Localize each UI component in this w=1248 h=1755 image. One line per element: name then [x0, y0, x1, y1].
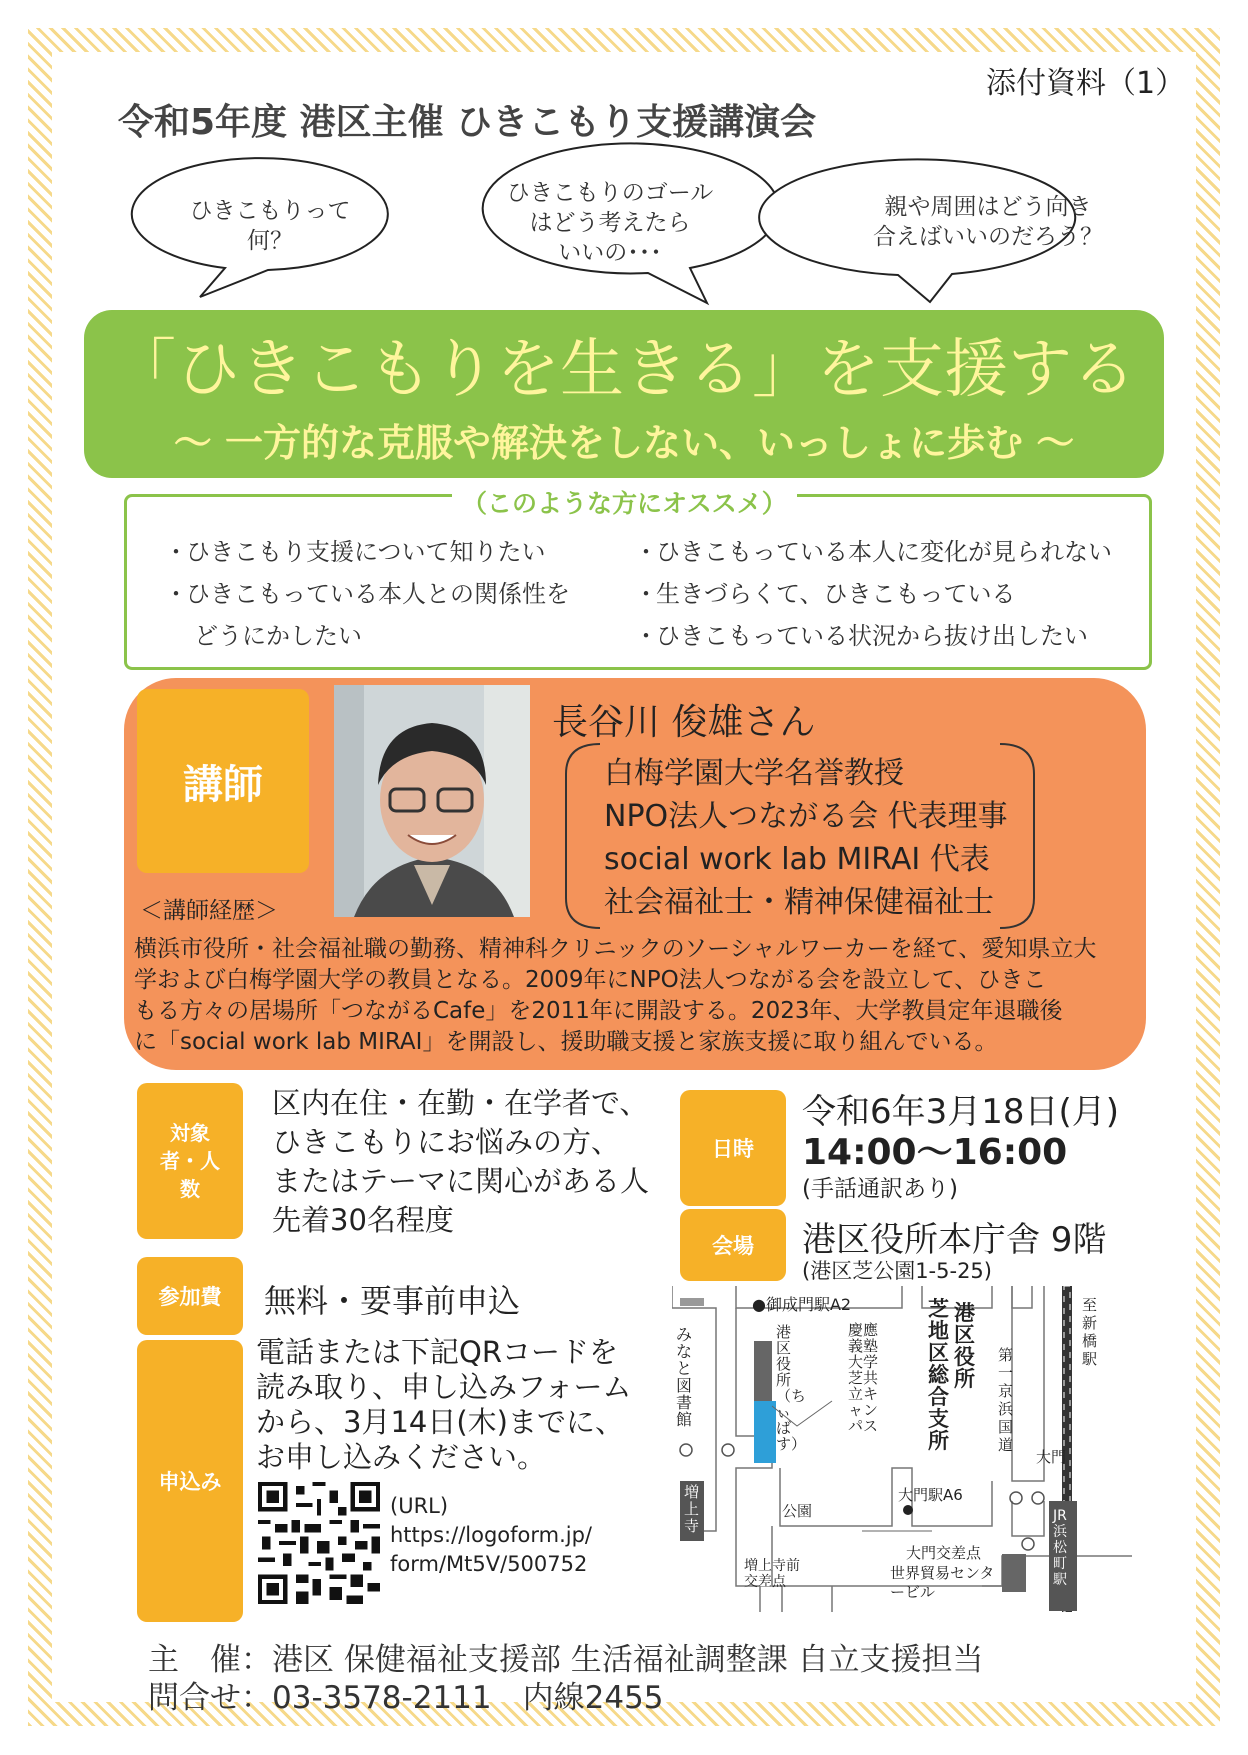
lecturer-title-3: social work lab MIRAI 代表 — [604, 842, 990, 877]
recommend-item: ・生きづらくて、ひきこもっている — [634, 580, 1016, 608]
map-branch: 芝地区総合支所 — [928, 1297, 949, 1453]
map-to-shinbashi: 至新橋駅 — [1082, 1296, 1098, 1368]
lecturer-title-2: NPO法人つながる会 代表理事 — [604, 799, 1008, 834]
recommend-item: ・ひきこもっている本人に変化が見られない — [634, 538, 1112, 566]
access-map — [672, 1286, 1140, 1612]
map-park: 公園 — [782, 1502, 813, 1520]
recommend-item: ・ひきこもっている本人との関係性を — [164, 580, 570, 608]
datetime-time: 14:00～16:00 — [802, 1132, 1068, 1173]
subtitle: ～ 一方的な克服や解決をしない、いっしょに歩む ～ — [173, 421, 1075, 465]
map-zojoji: 増上寺 — [684, 1483, 700, 1535]
map-onarimon: ●御成門駅A2 — [752, 1295, 852, 1314]
map-keio: 慶應義塾大学芝共立キャンパス — [848, 1321, 879, 1435]
datetime-label: 日時 — [680, 1090, 786, 1206]
lecturer-title-1: 白梅学園大学名誉教授 — [604, 756, 904, 791]
map-zojoji-crossing: 増上寺前交差点 — [744, 1558, 800, 1590]
recommend-item: ・ひきこもり支援について知りたい — [164, 538, 546, 566]
apply-text: 電話または下記QRコードを 読み取り、申し込みフォーム から、3月14日(木)までに、 お申し込みください。 — [256, 1335, 632, 1474]
map-library: みなと図書館 — [676, 1325, 693, 1429]
speech-bubbles — [0, 0, 1248, 320]
qr-code[interactable] — [258, 1482, 380, 1604]
map-daimon-crossing: 大門交差点 — [906, 1544, 982, 1562]
venue-label: 会場 — [680, 1209, 786, 1281]
apply-url[interactable]: (URL) https://logoform.jp/ form/Mt5V/500752 — [390, 1494, 593, 1576]
venue-address: (港区芝公園1-5-25) — [802, 1259, 992, 1283]
fee-text: 無料・要事前申込 — [264, 1282, 521, 1320]
lecturer-name: 長谷川 俊雄さん — [552, 702, 816, 743]
map-minato-office: 港区役所 — [954, 1301, 975, 1391]
attachment-label: 添付資料（1） — [986, 66, 1186, 101]
target-label: 対象者・人数 — [137, 1083, 243, 1239]
main-title: 「ひきこもりを生きる」を支援する — [112, 333, 1136, 407]
career-text: 横浜市役所・社会福祉職の勤務、精神科クリニックのソーシャルワーカーを経て、愛知県立大 学および白梅学園大学の教員となる。2009年にNPO法人つながる会を設立して、ひきこ もる方々の居場所「つながるCafe」を2011年に開設する。2023年、大学教員定年退職後 に「social work lab MIRAI」を開設し、援助職支援と家族支援に取り組んでいる。 — [134, 936, 1097, 1055]
datetime-date: 令和6年3月18日(月) — [802, 1092, 1120, 1132]
fee-label: 参加費 — [137, 1257, 243, 1335]
lecturer-label: 講師 — [137, 689, 309, 873]
footer-contact: 問合せ：03-3578-2111 内線2455 — [148, 1680, 664, 1716]
recommend-item: ・ひきこもっている状況から抜け出したい — [634, 622, 1088, 650]
recommend-item-cont: どうにかしたい — [194, 622, 362, 650]
map-cityhall: 港区役所（ちぃばす） — [776, 1323, 807, 1453]
target-text: 区内在住・在勤・在学者で、 ひきこもりにお悩みの方、 またはテーマに関心がある人 先着30名程度 — [272, 1086, 650, 1237]
event-title: 令和5年度 港区主催 ひきこもり支援講演会 — [118, 102, 817, 143]
lecturer-titles — [604, 752, 1008, 924]
lecturer-photo — [334, 685, 530, 917]
map-daimon: 大門 — [1036, 1448, 1067, 1466]
map-route: 第一京浜国道 — [998, 1346, 1014, 1454]
recommend-heading: （このような方にオススメ） — [452, 484, 797, 520]
bubble-3: 親や周囲はどう向き 合えばいいのだろう？ — [873, 194, 1103, 250]
map-wtc: 世界貿易センタービル — [890, 1564, 995, 1601]
lecturer-title-4: 社会福祉士・精神保健福祉士 — [604, 885, 994, 920]
map-daimon-a6: 大門駅A6 — [898, 1486, 963, 1504]
footer-organizer: 主 催：港区 保健福祉支援部 生活福祉調整課 自立支援担当 — [148, 1642, 984, 1678]
map-hamamatsucho: JR浜松町駅 — [1053, 1508, 1067, 1588]
datetime-note: (手話通訳あり) — [802, 1176, 958, 1202]
bubble-1: ひきこもりって 何？ — [189, 198, 351, 254]
venue-name: 港区役所本庁舎 9階 — [802, 1220, 1107, 1260]
apply-label: 申込み — [137, 1340, 243, 1622]
bubble-2: ひきこもりのゴール はどう考えたら いいの･･･ — [506, 180, 714, 266]
career-label: ＜講師経歴＞ — [140, 898, 278, 924]
